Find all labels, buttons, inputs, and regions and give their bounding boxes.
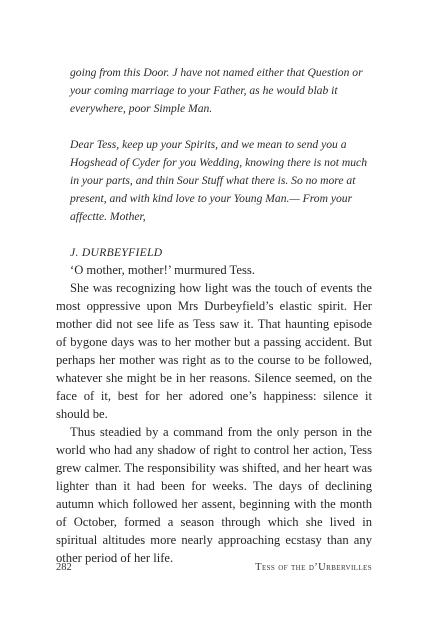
body-text <box>56 261 372 567</box>
letter-paragraph: going from this Door. J have not named either that Question or your coming marriage to your Father, as he would blab it everywhere, poor Simple Man. <box>70 66 363 115</box>
body-paragraph: ‘O mother, mother!’ murmured Tess. <box>70 263 255 277</box>
quoted-letter <box>70 64 370 262</box>
body-paragraph: Thus steadied by a command from the only person in the world who had any shadow of right to control her action, Tess grew calmer. The responsibility was shifted, and her heart was lighter than it had been for weeks. The days of declining autumn which followed her assent, beginning with the month of October, formed a season through which she lived in spiritual altitudes more nearly approaching ecstasy than any other period of her life. <box>56 425 372 565</box>
page-footer <box>56 562 372 576</box>
page-number: 282 <box>56 562 72 573</box>
letter-signature: J. DURBEYFIELD <box>70 246 163 259</box>
letter-paragraph: Dear Tess, keep up your Spirits, and we mean to send you a Hogshead of Cyder for you Wedding, knowing there is not much in your parts, and thin Sour Stuff what there is. So no more at present, and with kind love to your Young Man.— From your affectte. Mother, <box>70 138 368 223</box>
running-head: Tess of the d’Urbervilles <box>255 562 372 573</box>
body-paragraph: She was recognizing how light was the touch of events the most oppressive upon Mrs Durbeyfield’s elastic spirit. Her mother did not see life as Tess saw it. That haunting episode of bygone days was to her mother but a passing accident. But perhaps her mother was right as to the course to be followed, whatever she might be in her reasons. Silence seemed, on the face of it, best for her adored one’s happiness: silence it should be. <box>56 281 372 421</box>
